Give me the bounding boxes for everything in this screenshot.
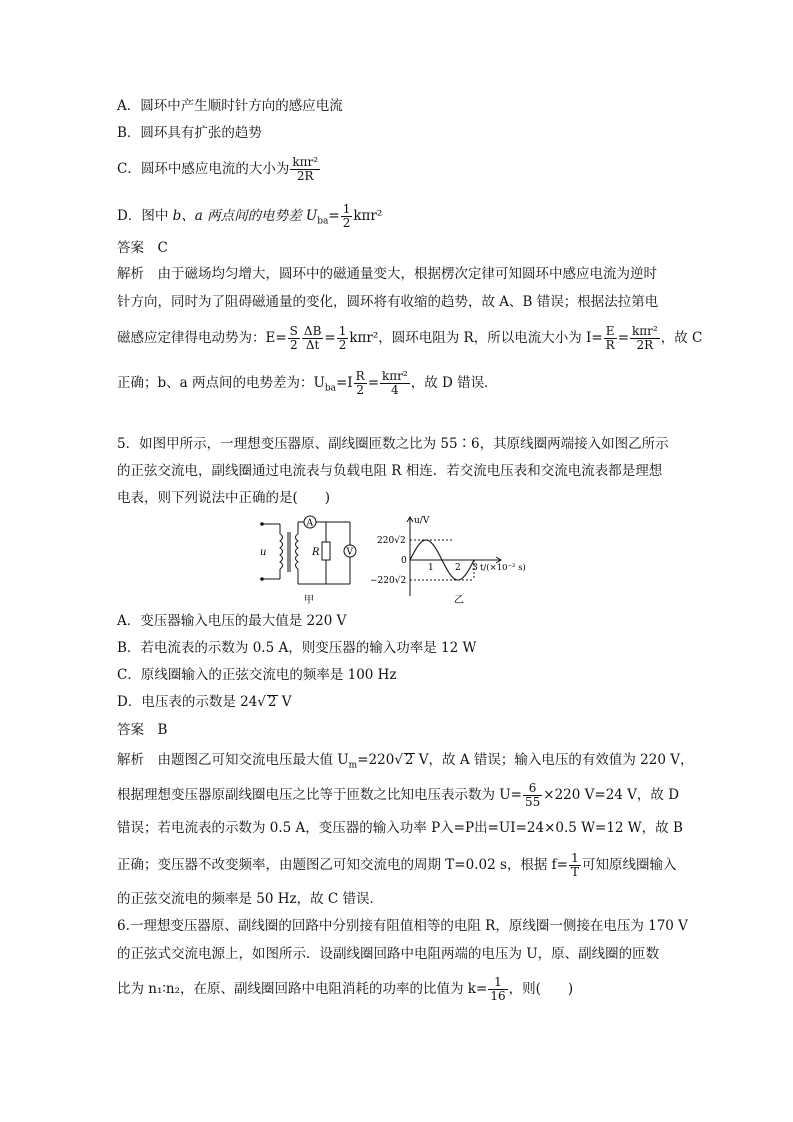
q5-option-a: A．变压器输入电压的最大值是 220 V [117, 613, 347, 629]
q5-explanation-line3: 错误；若电流表的示数为 0.5 A，变压器的输入功率 P入=P出=UI=24×0.5 W=12 W，故 B [117, 820, 683, 836]
q4-option-a: A．圆环中产生顺时针方向的感应电流 [117, 98, 343, 114]
q5-stem-line2: 的正弦交流电，副线圈通过电流表与负载电阻 R 相连．若交流电压表和交流电流表都是理想 [117, 463, 663, 479]
q4-option-b: B．圆环具有扩张的趋势 [117, 125, 262, 141]
y-axis-label: u/V [414, 516, 430, 526]
q5-option-b: B．若电流表的示数为 0.5 A，则变压器的输入功率是 12 W [117, 640, 477, 656]
figure-yi-label: 乙 [454, 595, 464, 606]
q5-option-d: D．电压表的示数是 24√ 2 V [117, 694, 292, 710]
q5-answer: 答案 B [117, 722, 168, 738]
q5-option-c: C．原线圈输入的正弦交流电的频率是 100 Hz [117, 667, 397, 683]
figure-jia-label: 甲 [304, 595, 314, 606]
q4-answer: 答案 C [117, 240, 168, 256]
q6-stem-line2: 的正弦式交流电源上，如图所示．设副线圈回路中电阻两端的电压为 U，原、副线圈的匝数 [117, 946, 660, 962]
q4-explanation-line2: 针方向，同时为了阻碍磁通量的变化，圆环将有收缩的趋势，故 A、B 错误；根据法拉第电 [117, 294, 659, 310]
q4-option-c: C．圆环中感应电流的大小为 $\frac{\text{kπr²}}{2R}$ [117, 155, 319, 183]
origin-label: 0 [401, 556, 407, 566]
q4-explanation-line3: 磁感应定律得电动势为：E= $\frac{S}{2}$ $\frac{\Delta B}{\Delta t}$ = $\frac{1}{2}$ kπr²，圆环电阻为 R，所以电流大小为 I= $\frac{E}{R}$ = $\frac{\text{kπr²}}{2R}$ ，故 C [117, 324, 703, 352]
q4-explanation-line1: 解析 由于磁场均匀增大，圆环中的磁通量变大，根据楞次定律可知圆环中感应电流为逆时 [117, 266, 657, 282]
q4-explanation-line4: 正确；b、a 两点间的电势差为：$U_{ba}=I$ $\frac{R}{2}$ = $\frac{\text{kπr²}}{4}$ ，故 D 错误． [117, 369, 498, 397]
q6-stem-line1: 6.一理想变压器原、副线圈的回路中分别接有阻值相等的电阻 R，原线圈一侧接在电压为 170 V [117, 918, 688, 934]
tick-label-2: 2 [455, 563, 461, 573]
q5-stem-line3: 电表，则下列说法中正确的是( ) [117, 490, 331, 506]
voltmeter-label: V [346, 547, 353, 558]
x-axis-label: t/(×10⁻² s) [480, 563, 526, 573]
fraction: $\frac{\text{kπr²}}{2R}$ [292, 155, 319, 183]
q4-option-d: D．图中 b、a 两点间的电势差 $U_{ba}=$ $\frac{1}{2}$ kπr² [117, 202, 383, 230]
q5-explanation-line1: 解析 由题图乙可知交流电压最大值 $U_m=220√$ 2 V，故 A 错误；输入电压的有效值为 220 V， [117, 752, 694, 771]
circuit-diagram [250, 512, 370, 607]
resistor-label: R [312, 547, 320, 558]
fraction: $\frac{1}{2}$ [342, 202, 351, 230]
tick-label-3: 3 [472, 563, 478, 573]
sine-wave-graph [370, 512, 540, 607]
q5-stem-line1: 5．如图甲所示，一理想变压器原、副线圈匝数之比为 55∶6，其原线圈两端接入如图乙所示 [117, 436, 669, 452]
min-voltage-label: −220√2 [370, 576, 407, 586]
q5-explanation-line5: 的正弦交流电的频率是 50 Hz，故 C 错误． [117, 891, 384, 907]
max-voltage-label: 220√2 [377, 536, 406, 546]
tick-label-1: 1 [428, 563, 434, 573]
ammeter-label: A [306, 518, 313, 529]
voltage-u-label: u [260, 547, 267, 558]
q6-stem-line3: 比为 n₁∶n₂，在原、副线圈回路中电阻消耗的功率的比值为 k= $\frac{1}{16}$ ，则( ) [117, 975, 574, 1003]
q5-explanation-line2: 根据理想变压器原副线圈电压之比等于匝数之比知电压表示数为 U= $\frac{6}{55}$ ×220 V=24 V，故 D [117, 781, 680, 809]
q5-explanation-line4: 正确；变压器不改变频率，由题图乙可知交流电的周期 T=0.02 s，根据 f= $\frac{1}{T}$ 可知原线圈输入 [117, 851, 677, 879]
